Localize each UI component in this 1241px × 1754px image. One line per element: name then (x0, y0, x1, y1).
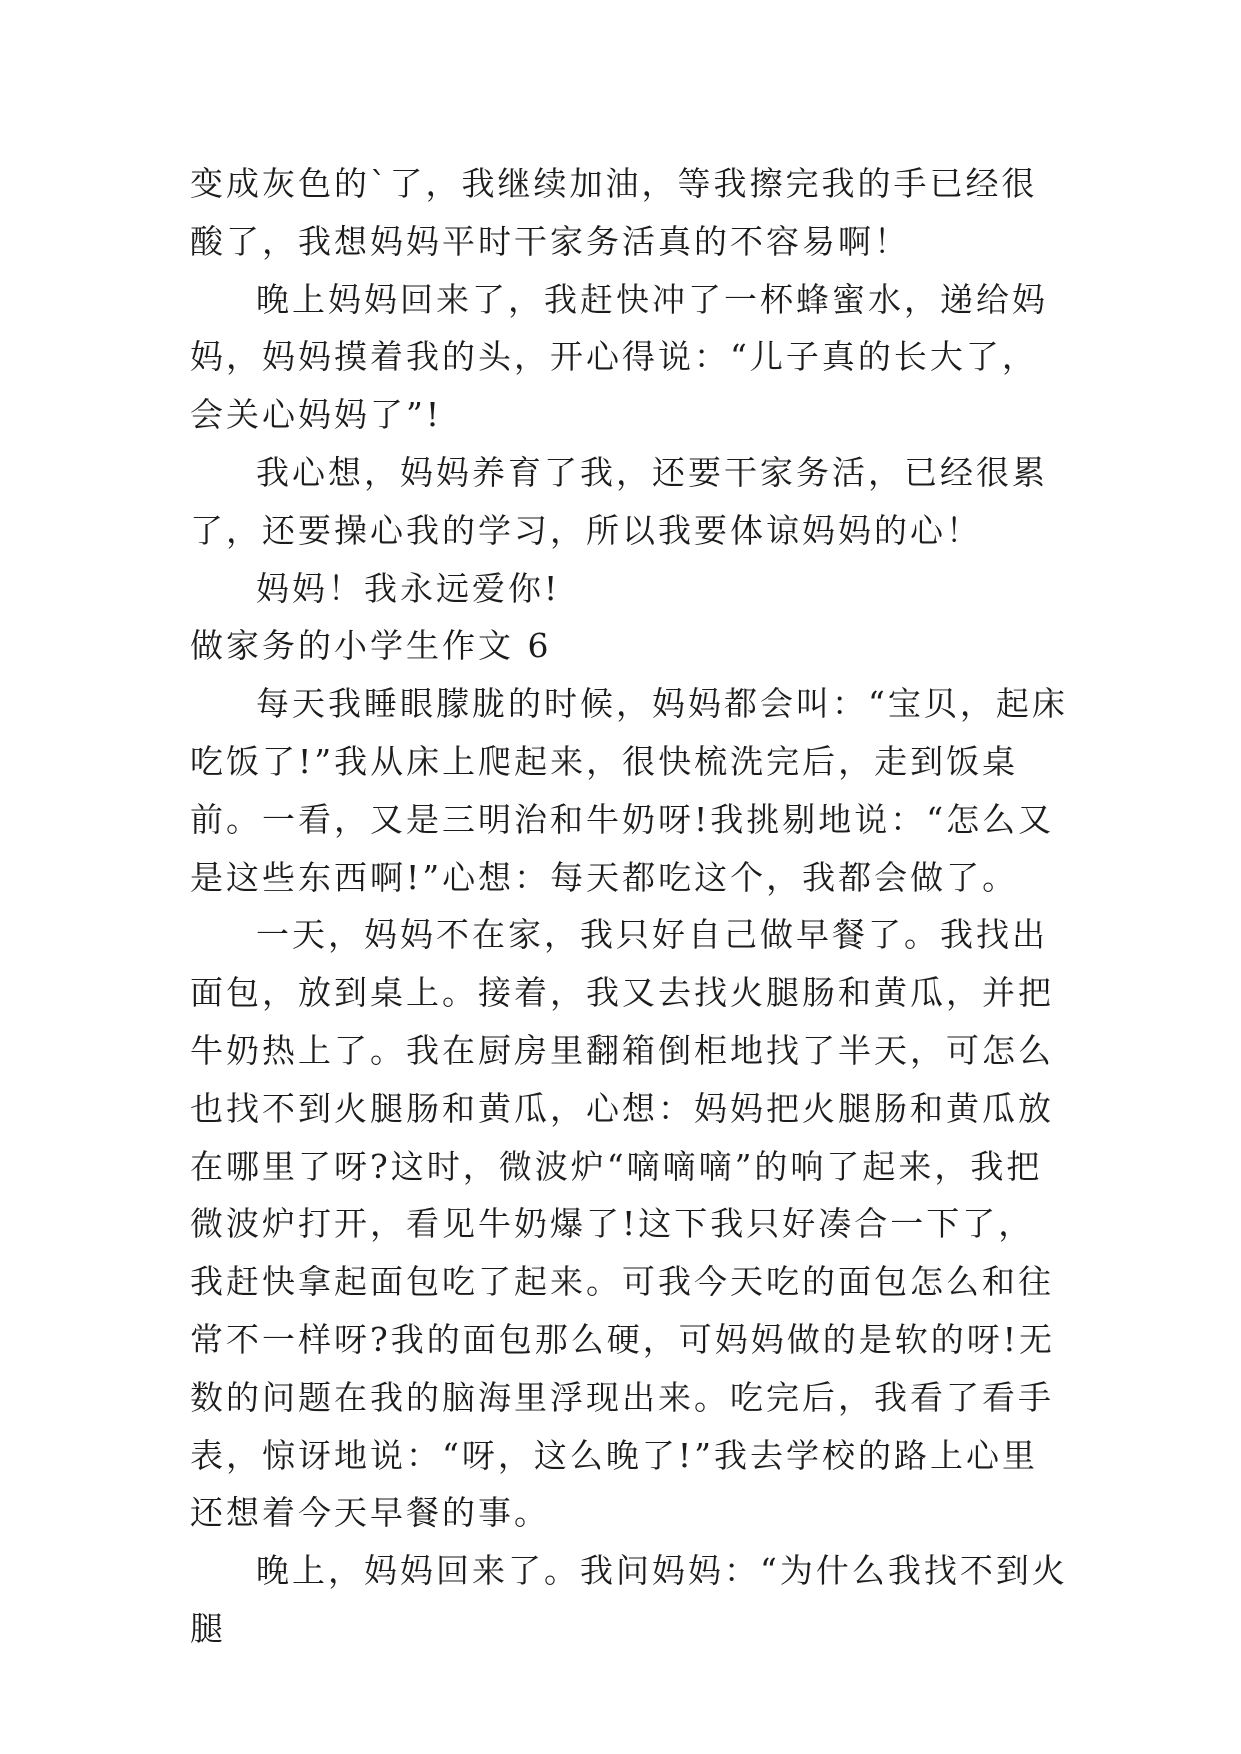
paragraph-4: 妈妈！我永远爱你! (256, 568, 561, 608)
paragraph-1: 变成灰色的`了，我继续加油，等我擦完我的手已经很酸了，我想妈妈平时干家务活真的不容易啊！ (190, 164, 1038, 261)
paragraph-5: 每天我睡眼朦胧的时候，妈妈都会叫：“宝贝，起床吃饭了!”我从床上爬起来，很快梳洗完后，走到饭桌前。一看，又是三明治和牛奶呀!我挑剔地说：“怎么又是这些东西啊!”心想：每天都吃这个，我都会做了。 (190, 684, 1068, 897)
paragraph-7: 晚上，妈妈回来了。我问妈妈：“为什么我找不到火腿 (190, 1551, 1068, 1648)
document-body (190, 155, 1070, 1658)
paragraph-6: 一天，妈妈不在家，我只好自己做早餐了。我找出面包，放到桌上。接着，我又去找火腿肠和黄瓜，并把牛奶热上了。我在厨房里翻箱倒柜地找了半天，可怎么也找不到火腿肠和黄瓜，心想：妈妈把火腿肠和黄瓜放在哪里了呀?这时，微波炉“嘀嘀嘀”的响了起来，我把微波炉打开，看见牛奶爆了!这下我只好凑合一下了，我赶快拿起面包吃了起来。可我今天吃的面包怎么和往常不一样呀?我的面包那么硬，可妈妈做的是软的呀!无数的问题在我的脑海里浮现出来。吃完后，我看了看手表，惊讶地说：“呀，这么晚了!”我去学校的路上心里还想着今天早餐的事。 (190, 915, 1055, 1533)
section-heading: 做家务的小学生作文 6 (190, 626, 552, 666)
paragraph-3: 我心想，妈妈养育了我，还要干家务活，已经很累了，还要操心我的学习，所以我要体谅妈妈的心！ (190, 452, 1048, 550)
paragraph-2: 晚上妈妈回来了，我赶快冲了一杯蜂蜜水，递给妈妈，妈妈摸着我的头，开心得说：“儿子真的长大了，会关心妈妈了”! (190, 279, 1048, 435)
